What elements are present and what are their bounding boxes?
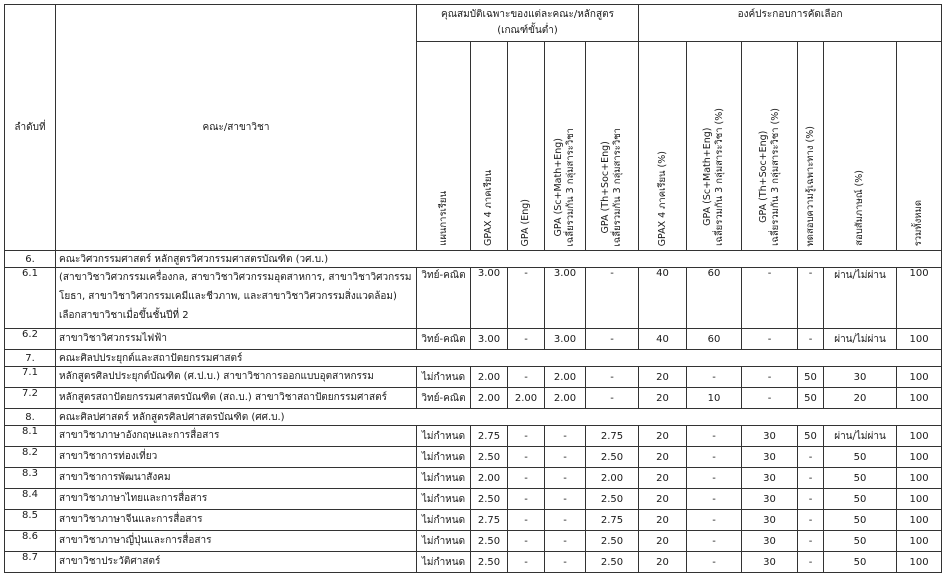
row-number: 6.2: [5, 329, 56, 350]
cell-comp-col-0: 20: [639, 510, 687, 531]
header-qual-col-4: [586, 42, 639, 251]
comp-col-2-label: GPA (Th+Soc+Eng) เฉลี่ยรวมกัน 3 กลุ่มสาระวิชา (%): [757, 108, 781, 246]
program-name: สาขาวิชาภาษาจีนและการสื่อสาร: [56, 510, 417, 531]
cell-comp-col-5: 100: [897, 388, 942, 409]
section-row: [5, 409, 942, 426]
section-title: คณะศิลปประยุกต์และสถาปัตยกรรมศาสตร์: [56, 350, 942, 367]
cell-comp-col-3: -: [798, 268, 824, 329]
cell-comp-col-5: 100: [897, 531, 942, 552]
cell-qual-col-4: -: [586, 268, 639, 329]
cell-qual-col-4: 2.50: [586, 447, 639, 468]
row-number: 8.1: [5, 426, 56, 447]
cell-comp-col-3: -: [798, 531, 824, 552]
cell-comp-col-1: -: [687, 510, 742, 531]
cell-qual-col-4: 2.75: [586, 510, 639, 531]
cell-qual-col-0: ไม่กำหนด: [417, 367, 471, 388]
comp-col-3-label: ทดสอบความรู้เฉพาะทาง (%): [804, 125, 816, 246]
table-row: [5, 552, 942, 573]
row-number: 8.4: [5, 489, 56, 510]
program-name: สาขาวิชาภาษาญี่ปุ่นและการสื่อสาร: [56, 531, 417, 552]
program-name: หลักสูตรสถาปัตยกรรมศาสตรบัณฑิต (สถ.บ.) สาขาวิชาสถาปัตยกรรมศาสตร์: [56, 388, 417, 409]
cell-comp-col-0: 20: [639, 531, 687, 552]
cell-qual-col-1: 3.00: [471, 329, 508, 350]
cell-qual-col-2: -: [508, 468, 545, 489]
cell-comp-col-1: 60: [687, 268, 742, 329]
cell-qual-col-3: -: [545, 447, 586, 468]
cell-qual-col-3: -: [545, 426, 586, 447]
comp-col-1-label: GPA (Sc+Math+Eng) เฉลี่ยรวมกัน 3 กลุ่มสาระวิชา (%): [702, 108, 726, 246]
header-component-group: องค์ประกอบการคัดเลือก: [639, 5, 942, 42]
cell-qual-col-1: 2.50: [471, 489, 508, 510]
table-row: [5, 329, 942, 350]
cell-qual-col-3: -: [545, 468, 586, 489]
cell-comp-col-2: 30: [742, 468, 798, 489]
qual-col-0-label: แผนการเรียน: [437, 191, 449, 246]
cell-comp-col-5: 100: [897, 367, 942, 388]
header-qual-col-2: [508, 42, 545, 251]
table-row: [5, 468, 942, 489]
cell-qual-col-1: 2.00: [471, 468, 508, 489]
cell-comp-col-1: -: [687, 489, 742, 510]
cell-comp-col-4: 50: [824, 447, 897, 468]
cell-comp-col-0: 20: [639, 367, 687, 388]
cell-qual-col-1: 2.75: [471, 510, 508, 531]
table-row: [5, 367, 942, 388]
cell-comp-col-1: -: [687, 447, 742, 468]
cell-qual-col-0: ไม่กำหนด: [417, 426, 471, 447]
header-name: คณะ/สาขาวิชา: [56, 5, 417, 251]
cell-comp-col-4: ผ่าน/ไม่ผ่าน: [824, 268, 897, 329]
section-title: คณะศิลปศาสตร์ หลักสูตรศิลปศาสตรบัณฑิต (ศศ.บ.): [56, 409, 942, 426]
cell-comp-col-4: 50: [824, 468, 897, 489]
cell-comp-col-0: 20: [639, 468, 687, 489]
cell-comp-col-2: -: [742, 388, 798, 409]
cell-qual-col-4: -: [586, 388, 639, 409]
cell-qual-col-4: -: [586, 367, 639, 388]
table-row: [5, 388, 942, 409]
header-comp-col-2: [742, 42, 798, 251]
cell-comp-col-3: -: [798, 489, 824, 510]
cell-qual-col-3: 2.00: [545, 388, 586, 409]
cell-comp-col-5: 100: [897, 552, 942, 573]
comp-col-5-label: รวมทั้งหมด: [913, 199, 925, 246]
program-name: สาขาวิชาวิศวกรรมไฟฟ้า: [56, 329, 417, 350]
cell-comp-col-4: 30: [824, 367, 897, 388]
cell-comp-col-3: -: [798, 447, 824, 468]
cell-comp-col-0: 20: [639, 388, 687, 409]
cell-comp-col-5: 100: [897, 489, 942, 510]
cell-qual-col-1: 2.00: [471, 367, 508, 388]
cell-comp-col-0: 20: [639, 489, 687, 510]
cell-comp-col-2: 30: [742, 489, 798, 510]
cell-comp-col-1: -: [687, 531, 742, 552]
comp-col-4-label: สอบสัมภาษณ์ (%): [854, 170, 866, 246]
cell-qual-col-0: วิทย์-คณิต: [417, 329, 471, 350]
cell-comp-col-3: -: [798, 329, 824, 350]
cell-comp-col-3: 50: [798, 367, 824, 388]
header-qual-col-0: [417, 42, 471, 251]
cell-qual-col-1: 2.50: [471, 552, 508, 573]
cell-qual-col-4: 2.50: [586, 531, 639, 552]
cell-qual-col-1: 2.50: [471, 447, 508, 468]
cell-qual-col-2: -: [508, 510, 545, 531]
section-number: 6.: [5, 251, 56, 268]
cell-qual-col-4: 2.00: [586, 468, 639, 489]
cell-qual-col-0: ไม่กำหนด: [417, 489, 471, 510]
cell-qual-col-4: 2.50: [586, 489, 639, 510]
row-number: 7.1: [5, 367, 56, 388]
row-number: 7.2: [5, 388, 56, 409]
cell-qual-col-0: วิทย์-คณิต: [417, 268, 471, 329]
program-name: (สาขาวิชาวิศวกรรมเครื่องกล, สาขาวิชาวิศวกรรมอุตสาหการ, สาขาวิชาวิศวกรรมโยธา, สาขาวิชาวิศวกรรมเคมีและชีวภาพ, และสาขาวิชาวิศวกรรมสิ่งแวดล้อม) เลือกสาขาวิชาเมื่อขึ้นชั้นปีที่ 2: [56, 268, 417, 329]
row-number: 8.7: [5, 552, 56, 573]
cell-qual-col-1: 3.00: [471, 268, 508, 329]
program-name: สาขาวิชาภาษาอังกฤษและการสื่อสาร: [56, 426, 417, 447]
cell-comp-col-2: -: [742, 268, 798, 329]
cell-comp-col-4: ผ่าน/ไม่ผ่าน: [824, 329, 897, 350]
row-number: 6.1: [5, 268, 56, 329]
cell-comp-col-0: 20: [639, 426, 687, 447]
cell-qual-col-3: -: [545, 531, 586, 552]
cell-comp-col-4: 50: [824, 552, 897, 573]
cell-comp-col-2: -: [742, 367, 798, 388]
comp-col-0-label: GPAX 4 ภาคเรียน (%): [656, 150, 668, 246]
cell-comp-col-5: 100: [897, 329, 942, 350]
qual-col-2-label: GPA (Eng): [520, 198, 531, 246]
cell-qual-col-4: 2.50: [586, 552, 639, 573]
cell-comp-col-1: -: [687, 468, 742, 489]
cell-qual-col-1: 2.00: [471, 388, 508, 409]
cell-qual-col-0: ไม่กำหนด: [417, 447, 471, 468]
cell-qual-col-3: -: [545, 552, 586, 573]
header-qualification-group: [417, 5, 639, 42]
section-number: 8.: [5, 409, 56, 426]
cell-qual-col-2: -: [508, 531, 545, 552]
cell-qual-col-2: 2.00: [508, 388, 545, 409]
header-comp-col-3: [798, 42, 824, 251]
row-number: 8.3: [5, 468, 56, 489]
cell-comp-col-2: 30: [742, 531, 798, 552]
row-number: 8.6: [5, 531, 56, 552]
cell-comp-col-2: 30: [742, 426, 798, 447]
cell-comp-col-0: 20: [639, 447, 687, 468]
table-row: [5, 489, 942, 510]
cell-qual-col-0: ไม่กำหนด: [417, 510, 471, 531]
cell-qual-col-3: 2.00: [545, 367, 586, 388]
header-comp-col-4: [824, 42, 897, 251]
program-name: สาขาวิชาการพัฒนาสังคม: [56, 468, 417, 489]
cell-comp-col-3: 50: [798, 388, 824, 409]
cell-qual-col-3: 3.00: [545, 268, 586, 329]
cell-comp-col-1: -: [687, 367, 742, 388]
cell-comp-col-2: -: [742, 329, 798, 350]
table-row: [5, 531, 942, 552]
header-comp-col-1: [687, 42, 742, 251]
cell-qual-col-0: วิทย์-คณิต: [417, 388, 471, 409]
cell-comp-col-5: 100: [897, 510, 942, 531]
cell-comp-col-1: 60: [687, 329, 742, 350]
admission-criteria-table: [4, 4, 942, 573]
cell-qual-col-2: -: [508, 426, 545, 447]
cell-comp-col-3: 50: [798, 426, 824, 447]
cell-qual-col-2: -: [508, 329, 545, 350]
program-name: สาขาวิชาประวัติศาสตร์: [56, 552, 417, 573]
cell-comp-col-5: 100: [897, 426, 942, 447]
cell-comp-col-4: 50: [824, 489, 897, 510]
cell-comp-col-3: -: [798, 468, 824, 489]
cell-comp-col-4: ผ่าน/ไม่ผ่าน: [824, 426, 897, 447]
cell-qual-col-2: -: [508, 552, 545, 573]
header-qual-col-3: [545, 42, 586, 251]
program-name: สาขาวิชาภาษาไทยและการสื่อสาร: [56, 489, 417, 510]
cell-comp-col-4: 50: [824, 531, 897, 552]
row-number: 8.2: [5, 447, 56, 468]
qual-col-4-label: GPA (Th+Soc+Eng) เฉลี่ยรวมกัน 3 กลุ่มสาระวิชา: [600, 127, 623, 246]
cell-comp-col-4: 50: [824, 510, 897, 531]
cell-comp-col-4: 20: [824, 388, 897, 409]
header-order: ลำดับที่: [5, 5, 56, 251]
section-title: คณะวิศวกรรมศาสตร์ หลักสูตรวิศวกรรมศาสตรบัณฑิต (วศ.บ.): [56, 251, 942, 268]
table-row: [5, 510, 942, 531]
program-name: หลักสูตรศิลปประยุกต์บัณฑิต (ศ.ป.บ.) สาขาวิชาการออกแบบอุตสาหกรรม: [56, 367, 417, 388]
cell-qual-col-2: -: [508, 489, 545, 510]
cell-comp-col-5: 100: [897, 268, 942, 329]
cell-comp-col-2: 30: [742, 447, 798, 468]
cell-comp-col-3: -: [798, 552, 824, 573]
header-comp-col-5: [897, 42, 942, 251]
cell-qual-col-0: ไม่กำหนด: [417, 468, 471, 489]
cell-comp-col-0: 40: [639, 329, 687, 350]
cell-qual-col-1: 2.75: [471, 426, 508, 447]
qual-col-3-label: GPA (Sc+Math+Eng) เฉลี่ยรวมกัน 3 กลุ่มสาระวิชา: [553, 127, 576, 246]
cell-comp-col-0: 40: [639, 268, 687, 329]
cell-qual-col-4: -: [586, 329, 639, 350]
section-row: [5, 350, 942, 367]
cell-qual-col-3: -: [545, 489, 586, 510]
cell-qual-col-0: ไม่กำหนด: [417, 531, 471, 552]
section-number: 7.: [5, 350, 56, 367]
cell-comp-col-0: 20: [639, 552, 687, 573]
cell-qual-col-3: 3.00: [545, 329, 586, 350]
cell-qual-col-4: 2.75: [586, 426, 639, 447]
cell-qual-col-3: -: [545, 510, 586, 531]
qualification-group-title: คุณสมบัติเฉพาะของแต่ละคณะ/หลักสูตร: [441, 9, 614, 20]
program-name: สาขาวิชาการท่องเที่ยว: [56, 447, 417, 468]
qual-col-1-label: GPAX 4 ภาคเรียน: [483, 170, 494, 246]
cell-qual-col-2: -: [508, 367, 545, 388]
header-qual-col-1: [471, 42, 508, 251]
table-row: [5, 268, 942, 329]
cell-comp-col-1: -: [687, 426, 742, 447]
cell-qual-col-2: -: [508, 447, 545, 468]
cell-comp-col-1: 10: [687, 388, 742, 409]
table-row: [5, 426, 942, 447]
cell-qual-col-0: ไม่กำหนด: [417, 552, 471, 573]
cell-qual-col-1: 2.50: [471, 531, 508, 552]
row-number: 8.5: [5, 510, 56, 531]
section-row: [5, 251, 942, 268]
table-row: [5, 447, 942, 468]
cell-comp-col-3: -: [798, 510, 824, 531]
cell-comp-col-5: 100: [897, 468, 942, 489]
cell-comp-col-2: 30: [742, 552, 798, 573]
cell-qual-col-2: -: [508, 268, 545, 329]
header-comp-col-0: [639, 42, 687, 251]
cell-comp-col-2: 30: [742, 510, 798, 531]
cell-comp-col-5: 100: [897, 447, 942, 468]
cell-comp-col-1: -: [687, 552, 742, 573]
qualification-group-subtitle: (เกณฑ์ขั้นต่ำ): [497, 25, 558, 36]
